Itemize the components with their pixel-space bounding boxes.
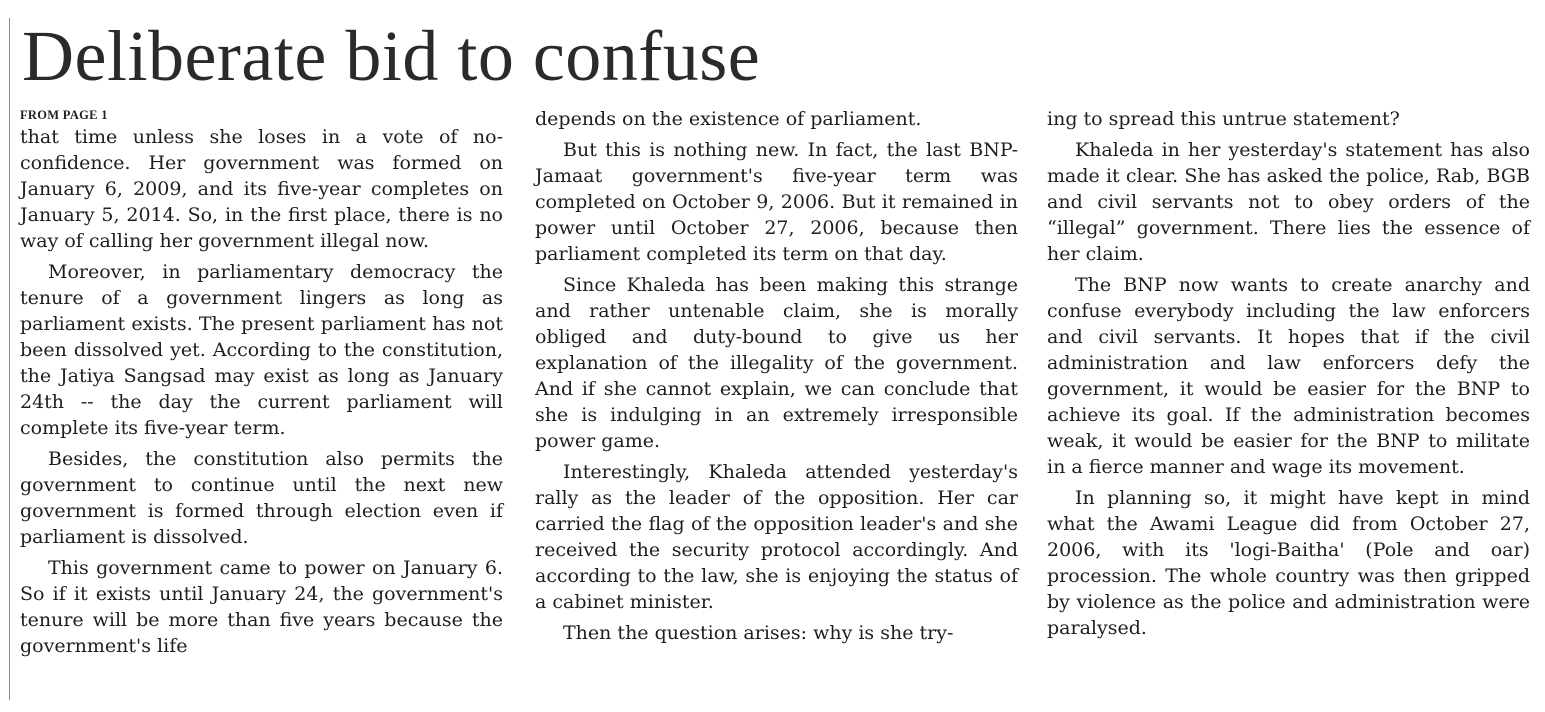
article-headline: Deliberate bid to confuse	[22, 16, 761, 96]
paragraph: that time unless she loses in a vote of no-confidence. Her government was formed on January 6, 2009, and its five-year completes on January 5, 2014. So, in the first place, there is no way of calling her government illegal now.	[20, 126, 503, 252]
paragraph: depends on the existence of parliament.	[535, 108, 922, 130]
paragraph: This government came to power on January 6. So if it exists until January 24, the government's tenure will be more than five years because the government's life	[20, 557, 503, 657]
paragraph: But this is nothing new. In fact, the last BNP-Jamaat government's five-year term was completed on October 9, 2006. But it remained in power until October 27, 2006, because then parliament completed its term on that day.	[535, 139, 1018, 265]
paragraph: In planning so, it might have kept in mind what the Awami League did from October 27, 2006, with its 'logi-Baitha' (Pole and oar) procession. The whole country was then gripped by violence as the police and administration were paralysed.	[1047, 487, 1530, 639]
paragraph: Besides, the constitution also permits the government to continue until the next new government is formed through election even if parliament is dissolved.	[20, 448, 503, 548]
left-column-rule	[9, 18, 10, 700]
paragraph: Moreover, in parliamentary democracy the tenure of a government lingers as long as parliament exists. The present parliament has not been dissolved yet. According to the constitution, the Jatiya Sangsad may exist as long as January 24th -- the day the current parliament will complete its five-year term.	[20, 261, 503, 439]
article-column-3	[1047, 106, 1530, 641]
paragraph: Then the question arises: why is she try-	[563, 622, 954, 644]
paragraph: Interestingly, Khaleda attended yesterday's rally as the leader of the opposition. Her car carried the flag of the opposition leader's and she received the security protocol accordingly. And according to the law, she is enjoying the status of a cabinet minister.	[535, 461, 1018, 613]
article-column-2	[535, 106, 1018, 646]
paragraph: Khaleda in her yesterday's statement has also made it clear. She has asked the police, Rab, BGB and civil servants not to obey orders of the “illegal” government. There lies the essence of her claim.	[1047, 139, 1530, 265]
jump-line: FROM PAGE 1	[20, 108, 108, 122]
paragraph: ing to spread this untrue statement?	[1047, 108, 1400, 130]
paragraph: The BNP now wants to create anarchy and confuse everybody including the law enforcers and civil servants. It hopes that if the civil administration and law enforcers defy the government, it would be easier for the BNP to achieve its goal. If the administration becomes weak, it would be easier for the BNP to militate in a fierce manner and wage its movement.	[1047, 274, 1530, 478]
article-column-1	[20, 106, 503, 659]
paragraph: Since Khaleda has been making this strange and rather untenable claim, she is morally obliged and duty-bound to give us her explanation of the illegality of the government. And if she cannot explain, we can conclude that she is indulging in an extremely irresponsible power game.	[535, 274, 1018, 452]
